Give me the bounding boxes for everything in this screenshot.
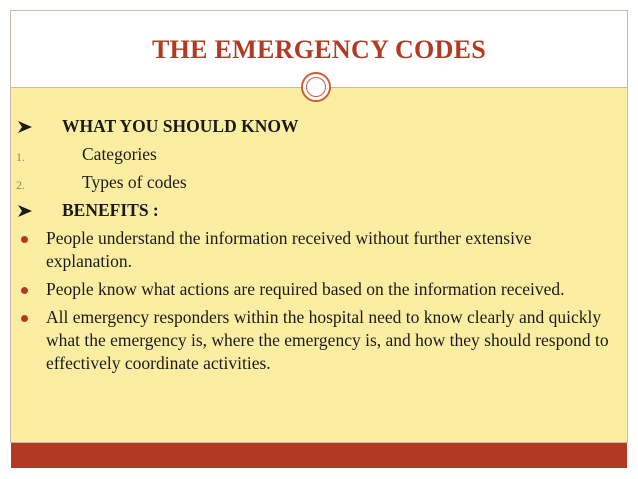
list-item-text: WHAT YOU SHOULD KNOW [62, 116, 299, 136]
list-item-text: Categories [82, 144, 157, 164]
list-item-text: All emergency responders within the hospital need to know clearly and quickly what the emergency is, where the emergency is, and how they should respond to effectively coordinate activities. [46, 307, 609, 373]
round-bullet-icon [21, 315, 28, 322]
list-item-text: Types of codes [82, 172, 187, 192]
list-item [0, 171, 638, 199]
circle-ornament-icon [301, 72, 331, 102]
bottom-bar [11, 443, 627, 468]
list-item [0, 278, 638, 301]
list-item [0, 227, 638, 273]
arrow-bullet-icon [18, 205, 32, 217]
round-bullet-icon [21, 236, 28, 243]
list-item [0, 143, 638, 171]
list-item-text: People know what actions are required based on the information received. [46, 279, 565, 299]
list-item-number: 1. [16, 150, 25, 164]
round-bullet-icon [21, 287, 28, 294]
list-item-text: BENEFITS : [62, 200, 159, 220]
list-item [0, 199, 638, 227]
content-list [0, 115, 638, 380]
slide-title: THE EMERGENCY CODES [151, 35, 487, 64]
list-item [0, 306, 638, 375]
list-item-number: 2. [16, 178, 25, 192]
list-item [0, 115, 638, 143]
arrow-bullet-icon [18, 121, 32, 133]
list-item-text: People understand the information received without further extensive explanation. [46, 228, 532, 271]
